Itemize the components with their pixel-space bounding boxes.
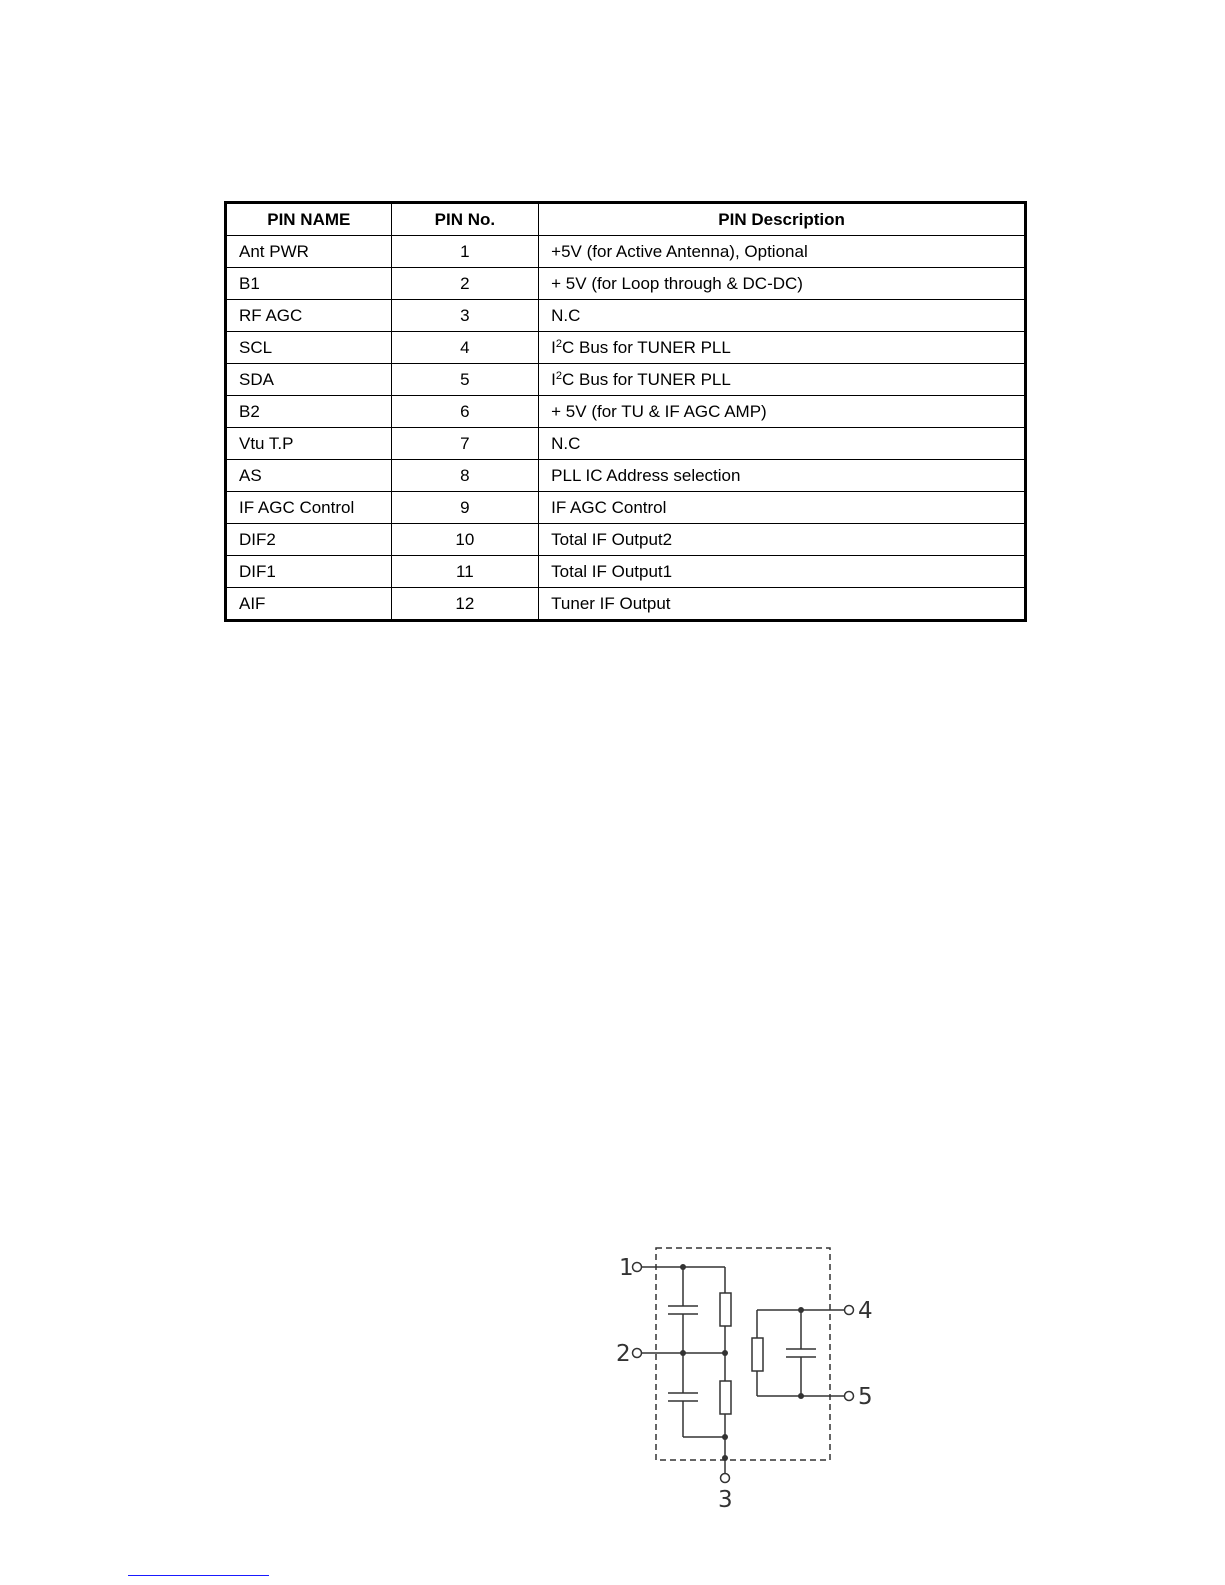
junction-dot <box>680 1264 686 1270</box>
terminal-label-3: 3 <box>718 1487 733 1513</box>
pin-description-cell: N.C <box>539 300 1026 332</box>
table-row <box>226 364 1026 396</box>
resistor <box>720 1381 731 1414</box>
pin-name-cell: B1 <box>226 268 392 300</box>
pin-description-cell: Tuner IF Output <box>539 588 1026 621</box>
table-row <box>226 300 1026 332</box>
description-prefix: I <box>551 338 556 357</box>
pin-name-cell: RF AGC <box>226 300 392 332</box>
pin-description-cell: + 5V (for TU & IF AGC AMP) <box>539 396 1026 428</box>
pin-description-cell <box>539 364 1026 396</box>
pin-number-cell: 11 <box>391 556 539 588</box>
pin-description-cell: PLL IC Address selection <box>539 460 1026 492</box>
pin-name-cell: B2 <box>226 396 392 428</box>
pin-description-cell: Total IF Output2 <box>539 524 1026 556</box>
junction-dot <box>798 1307 804 1313</box>
terminal-1-node <box>633 1263 642 1272</box>
pin-name-cell: DIF1 <box>226 556 392 588</box>
pin-number-cell: 7 <box>391 428 539 460</box>
terminal-label-2: 2 <box>616 1341 631 1367</box>
table-row <box>226 492 1026 524</box>
table-header-row <box>226 203 1026 236</box>
header-pin-name: PIN NAME <box>226 203 392 236</box>
pin-name-cell: SCL <box>226 332 392 364</box>
description-suffix: C Bus for TUNER PLL <box>562 370 731 389</box>
pin-number-cell: 3 <box>391 300 539 332</box>
pin-number-cell: 5 <box>391 364 539 396</box>
terminal-5-node <box>845 1392 854 1401</box>
junction-dot <box>722 1350 728 1356</box>
pin-name-cell: SDA <box>226 364 392 396</box>
table-row <box>226 524 1026 556</box>
pin-description-cell: + 5V (for Loop through & DC-DC) <box>539 268 1026 300</box>
footer-rule <box>128 1575 269 1576</box>
superscript: 2 <box>555 338 563 350</box>
terminal-4-node <box>845 1306 854 1315</box>
header-pin-description: PIN Description <box>539 203 1026 236</box>
pin-number-cell: 2 <box>391 268 539 300</box>
junction-dot <box>722 1455 728 1461</box>
pin-name-cell: IF AGC Control <box>226 492 392 524</box>
filter-schematic <box>600 1225 890 1515</box>
pin-number-cell: 10 <box>391 524 539 556</box>
junction-dot <box>722 1434 728 1440</box>
pin-number-cell: 8 <box>391 460 539 492</box>
pin-number-cell: 9 <box>391 492 539 524</box>
pin-description-cell: N.C <box>539 428 1026 460</box>
terminal-label-1: 1 <box>619 1255 634 1281</box>
terminal-2-node <box>633 1349 642 1358</box>
pin-description-cell: +5V (for Active Antenna), Optional <box>539 236 1026 268</box>
junction-dot <box>798 1393 804 1399</box>
pin-table <box>224 201 1027 622</box>
description-suffix: C Bus for TUNER PLL <box>562 338 731 357</box>
terminal-3-node <box>721 1474 730 1483</box>
pin-name-cell: AIF <box>226 588 392 621</box>
superscript: 2 <box>555 370 563 382</box>
table-row <box>226 460 1026 492</box>
resistor <box>720 1293 731 1326</box>
pin-name-cell: Vtu T.P <box>226 428 392 460</box>
junction-dot <box>680 1350 686 1356</box>
table-row <box>226 396 1026 428</box>
table-row <box>226 268 1026 300</box>
table-row <box>226 236 1026 268</box>
header-pin-no: PIN No. <box>391 203 539 236</box>
pin-name-cell: DIF2 <box>226 524 392 556</box>
description-prefix: I <box>551 370 556 389</box>
pin-description-cell: IF AGC Control <box>539 492 1026 524</box>
table-row <box>226 588 1026 621</box>
pin-description-cell <box>539 332 1026 364</box>
table-row <box>226 428 1026 460</box>
terminal-label-5: 5 <box>858 1384 873 1410</box>
pin-number-cell: 6 <box>391 396 539 428</box>
pin-name-cell: Ant PWR <box>226 236 392 268</box>
pin-number-cell: 4 <box>391 332 539 364</box>
pin-description-cell: Total IF Output1 <box>539 556 1026 588</box>
terminal-label-4: 4 <box>858 1298 873 1324</box>
pin-number-cell: 12 <box>391 588 539 621</box>
table-row <box>226 556 1026 588</box>
pin-number-cell: 1 <box>391 236 539 268</box>
resistor <box>752 1338 763 1371</box>
table-row <box>226 332 1026 364</box>
pin-name-cell: AS <box>226 460 392 492</box>
